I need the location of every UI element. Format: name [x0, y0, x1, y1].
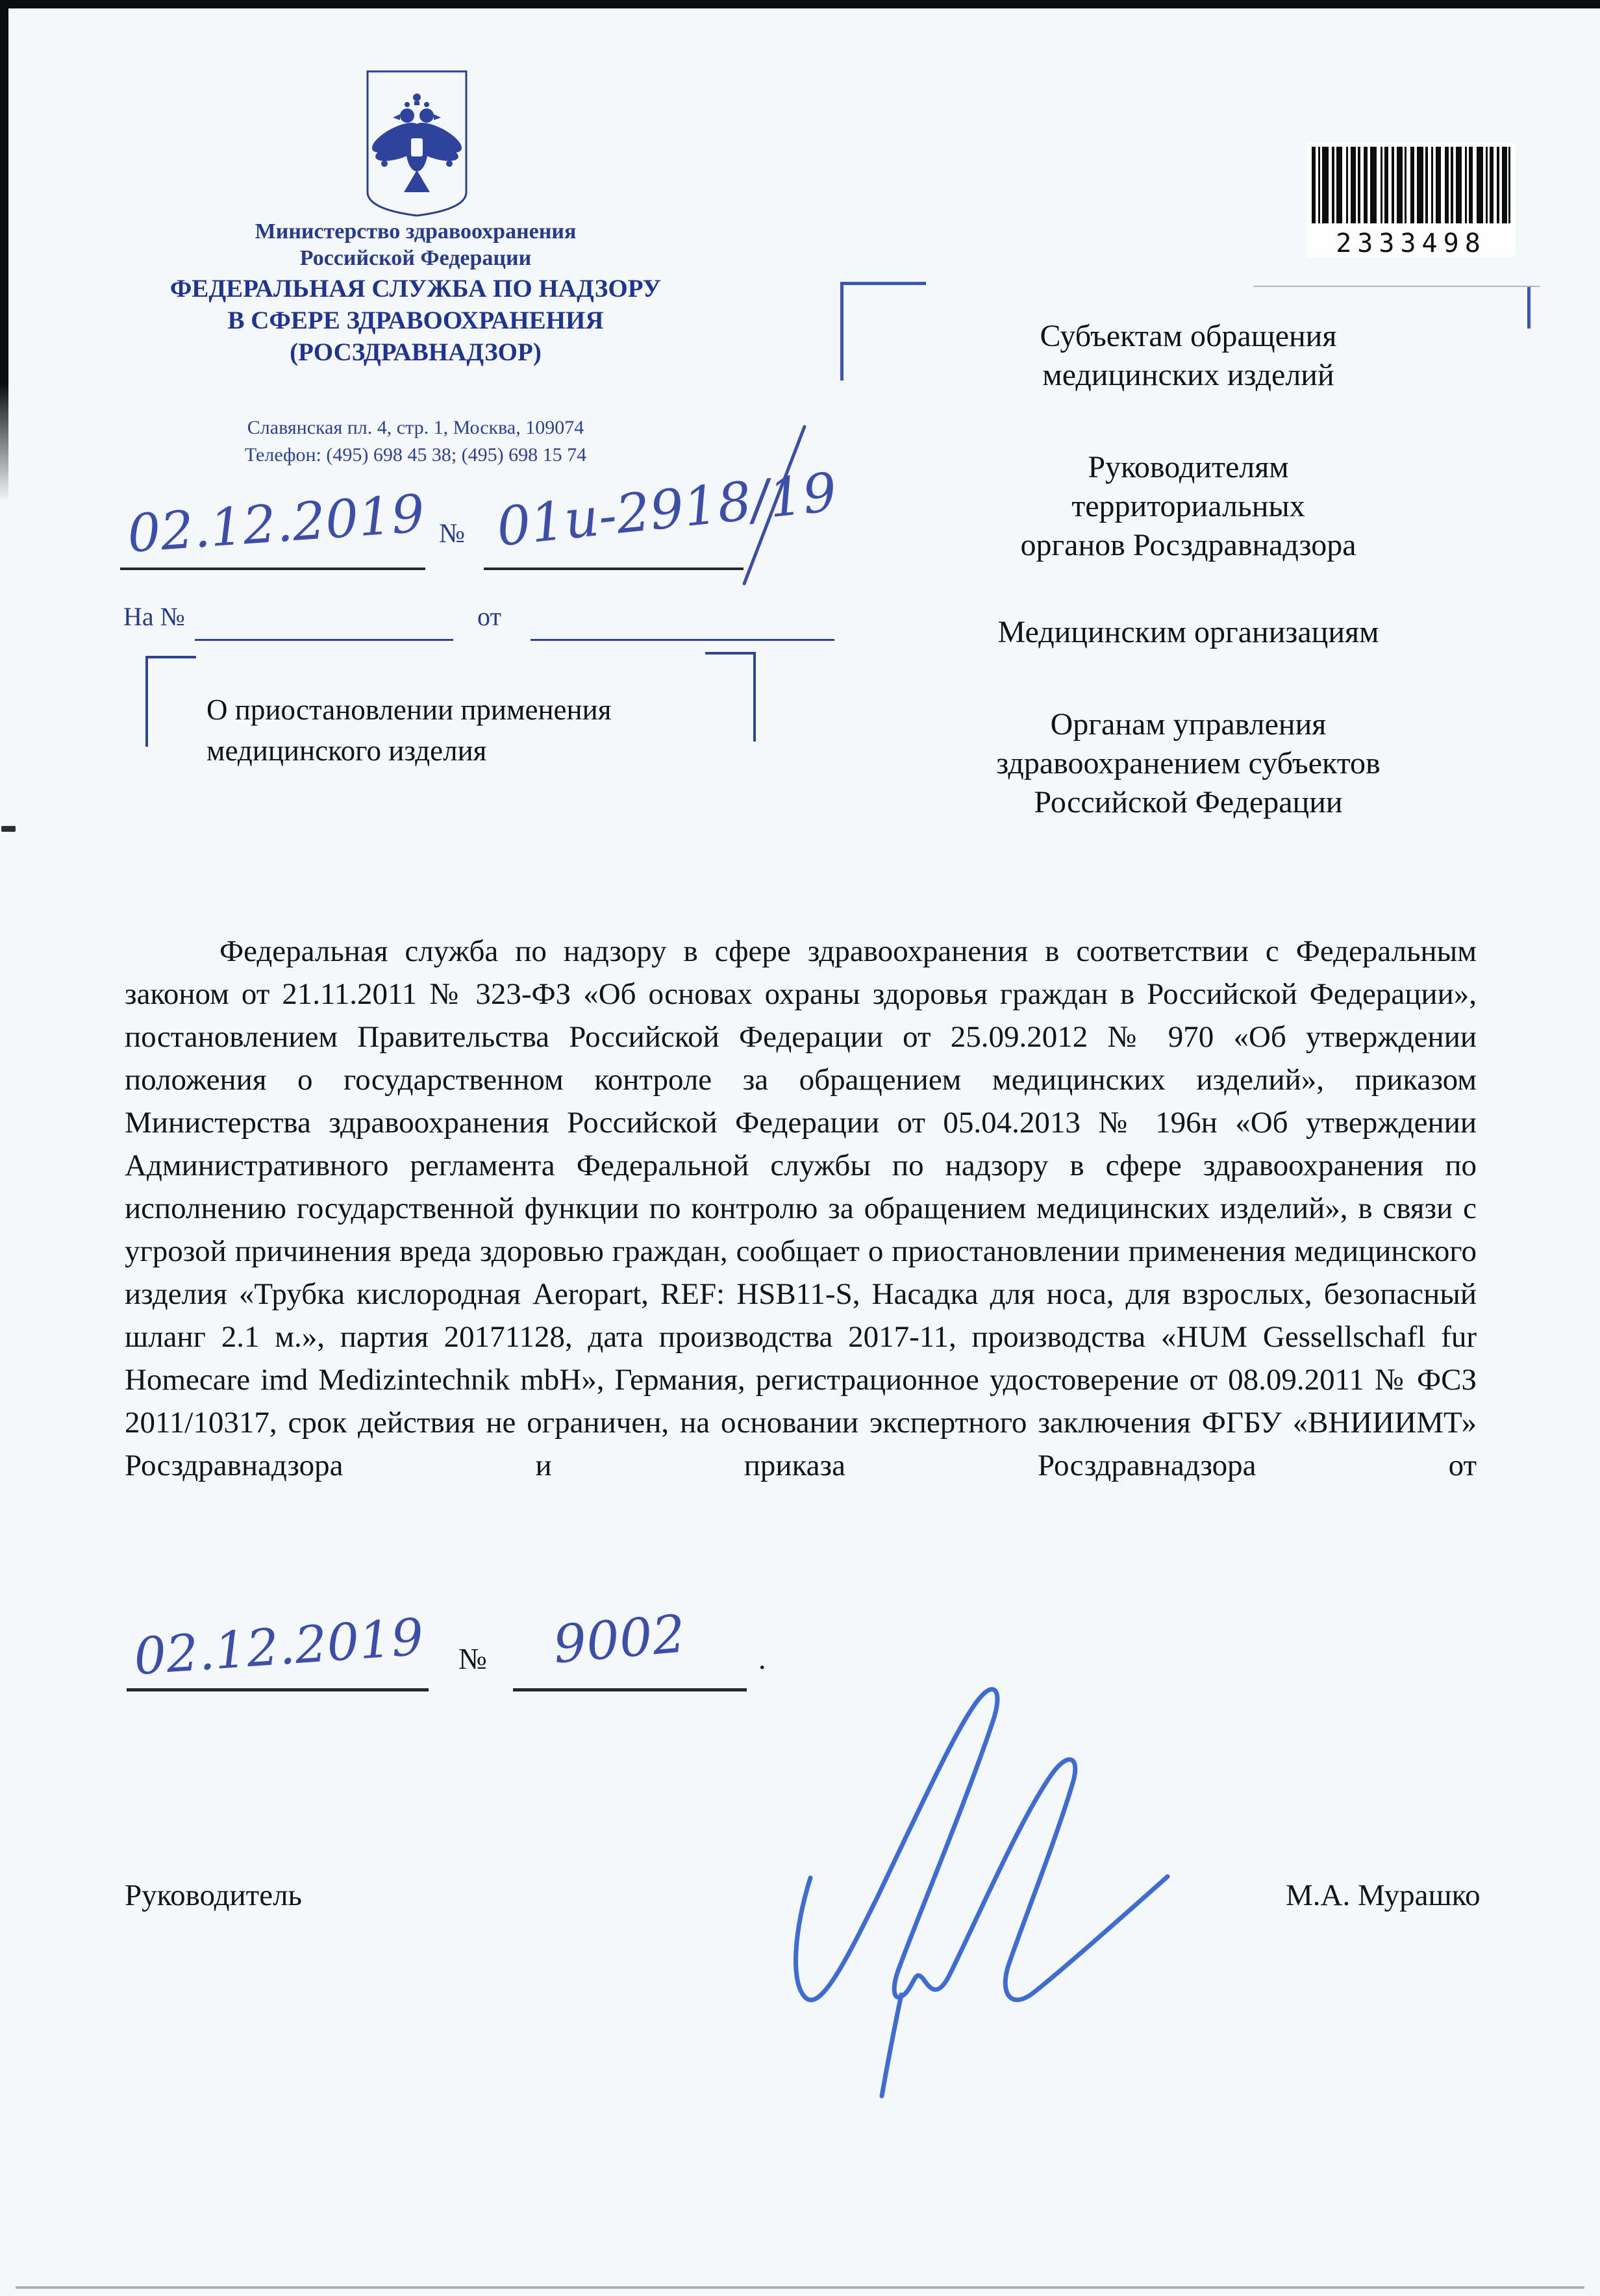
number-underline	[484, 568, 744, 570]
scan-edge-top	[0, 0, 1600, 8]
addressee-block-2	[864, 448, 1513, 565]
order-date-underline	[127, 1688, 429, 1691]
letterhead-phone: Телефон: (495) 698 45 38; (495) 698 15 74	[244, 444, 587, 466]
letterhead-address: Славянская пл. 4, стр. 1, Москва, 109074	[247, 417, 584, 438]
addressee-corner-right-side	[1527, 287, 1531, 329]
sentence-period: .	[758, 1642, 766, 1675]
reply-to-label: На №	[123, 602, 185, 631]
addressee-line: Субъектам обращения	[1040, 319, 1337, 353]
reply-number-blank-line	[195, 639, 453, 641]
order-number-underline	[513, 1688, 747, 1691]
date-underline	[120, 568, 425, 570]
addressee-corner-left-top	[840, 282, 926, 285]
addressee-block-1	[864, 317, 1513, 395]
addressee-line: территориальных	[1071, 489, 1305, 523]
addressee-corner-left-side	[840, 282, 844, 381]
body-paragraph: Федеральная служба по надзору в сфере здравоохранения в соответствии с Федеральным законом от 21.11.2011 № 323-ФЗ «Об основах охраны здоровья граждан в Российской Федерации», постановлением Правительства Российской Федерации от 25.09.2012 № 970 «Об утверждении положения о государственном контроле за обращением медицинских изделий», приказом Министерства здравоохранения Российской Федерации от 05.04.2013 № 196н «Об утверждении Административного регламента Федеральной службы по надзору в сфере здравоохранения по исполнению государственной функции по контролю за обращением медицинских изделий», в связи с угрозой причинения вреда здоровью граждан, сообщает о приостановлении применения медицинского изделия «Трубка кислородная Aeropart, REF: HSB11-S, Насадка для носа, для взрослых, безопасный шланг 2.1 м.», партия 20171128, дата производства 2017-11, производства «HUM Gessellschafl fur Homecare imd Medizintechnik mbH», Германия, регистрационное удостоверение от 08.09.2011 № ФСЗ 2011/10317, срок действия не ограничен, на основании экспертного заключения ФГБУ «ВНИИИМТ» Росздравнадзора и приказа Росздравнадзора от	[125, 934, 1477, 1482]
service-line-2: В СФЕРЕ ЗДРАВООХРАНЕНИЯ	[227, 306, 604, 334]
barcode-bars-icon	[1306, 143, 1516, 227]
subject-line-1: О приостановлении применения	[206, 693, 612, 726]
service-line-1: ФЕДЕРАЛЬНАЯ СЛУЖБА ПО НАДЗОРУ	[169, 275, 662, 303]
ministry-line-1: Министерство здравоохранения	[255, 219, 577, 243]
handwritten-order-date: 02.12.2019	[132, 1608, 426, 1687]
subject-corner-left-side	[145, 656, 148, 747]
subject-block	[206, 690, 739, 771]
scan-edge-left	[0, 8, 8, 502]
addressee-line: Органам управления	[1050, 707, 1327, 742]
ministry-line-2: Российской Федерации	[299, 246, 532, 270]
handwritten-letter-date: 02.12.2019	[125, 483, 427, 564]
number-sign-label: №	[439, 519, 466, 549]
signer-title: Руководитель	[125, 1878, 302, 1912]
addressee-line: органов Росздравнадзора	[1020, 528, 1356, 562]
coat-of-arms-icon	[358, 65, 475, 218]
reply-from-label: от	[477, 602, 501, 631]
addressee-line: Руководителям	[1088, 450, 1289, 484]
order-number-sign-label: №	[458, 1642, 487, 1675]
fold-mark	[1, 826, 16, 832]
subject-corner-right-top	[705, 652, 756, 655]
signature-ink-icon	[727, 1662, 1195, 2117]
handwritten-letter-number: 01и-2918/19	[494, 461, 840, 559]
scan-edge-bottom	[16, 2286, 1584, 2289]
subject-line-2: медицинского изделия	[206, 734, 487, 767]
addressee-line: здравоохранением субъектов	[996, 746, 1381, 780]
reply-date-blank-line	[531, 639, 834, 641]
addressee-field-line	[1253, 286, 1540, 287]
ministry-name	[97, 218, 734, 271]
addressee-line: медицинских изделий	[1042, 358, 1334, 392]
addressee-line: Российской Федерации	[1034, 785, 1343, 819]
service-name	[97, 273, 734, 368]
handwritten-order-number: 9002	[551, 1603, 688, 1675]
addressee-block-3	[864, 613, 1513, 652]
subject-corner-left-top	[145, 656, 196, 658]
addressee-line: Медицинским организациям	[997, 615, 1379, 649]
signer-name: М.А. Мурашко	[1286, 1878, 1481, 1912]
subject-corner-right-side	[753, 652, 756, 742]
addressee-block-4	[864, 705, 1513, 822]
barcode-number: 2333498	[1336, 229, 1486, 258]
service-line-3: (РОСЗДРАВНАДЗОР)	[290, 338, 542, 366]
